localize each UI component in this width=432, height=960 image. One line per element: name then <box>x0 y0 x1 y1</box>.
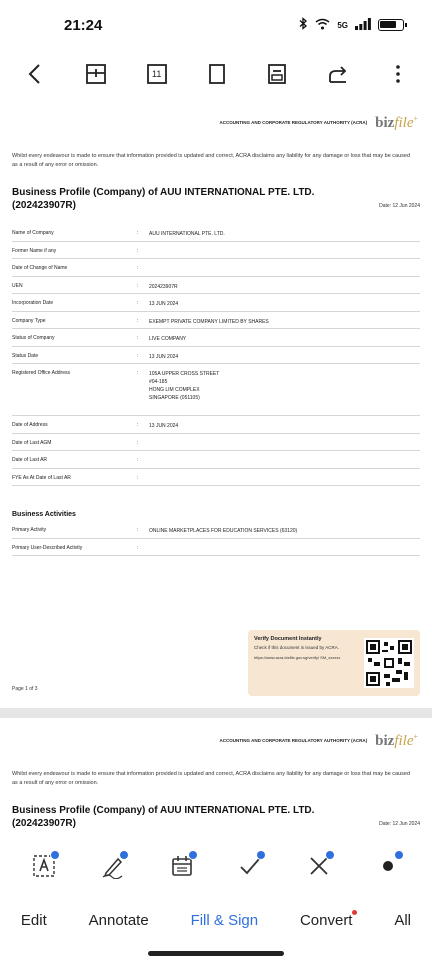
qr-code-icon <box>364 638 414 688</box>
document-page-2[interactable] <box>0 718 432 840</box>
battery-icon <box>378 19 404 31</box>
check-tool[interactable] <box>232 848 268 884</box>
more-icon[interactable] <box>384 60 412 88</box>
page-grid-icon[interactable] <box>82 60 110 88</box>
document-title: Business Profile (Company) of AUU INTERNATIONAL PTE. LTD. (202423907R) <box>12 187 315 211</box>
business-activities-heading: Business Activities <box>12 511 76 518</box>
verify-document-box <box>248 630 420 696</box>
page-count-label: 11 <box>151 69 162 79</box>
table-row: FYE As At Date of Last AR : <box>12 469 420 487</box>
table-row: Name of Company : AUU INTERNATIONAL PTE. LTD. <box>12 224 420 242</box>
table-row: Incorporation Date : 13 JUN 2024 <box>12 294 420 312</box>
table-row: Date of Change of Name : <box>12 259 420 277</box>
disclaimer-text: Whilst every endeavour is made to ensure that information provided is updated and correct, ACRA disclaims any liability for any damage or loss that may be caused as a result of any error or omission. <box>12 771 411 786</box>
signal-icon <box>355 18 371 33</box>
date-tool[interactable] <box>164 848 200 884</box>
business-activities-table <box>12 521 420 556</box>
signal-text: 5G <box>337 20 348 30</box>
bizfile-logo: bizfile+ <box>375 732 418 749</box>
tool-badge <box>188 850 198 860</box>
verify-title: Verify Document Instantly <box>254 636 322 642</box>
table-row: Date of Address : 13 JUN 2024 <box>12 416 420 434</box>
dot-tool[interactable] <box>370 848 406 884</box>
cross-tool[interactable] <box>301 848 337 884</box>
tab-annotate[interactable]: Annotate <box>88 911 149 929</box>
notification-dot <box>352 910 357 915</box>
table-row: Status Date : 13 JUN 2024 <box>12 347 420 365</box>
verify-text: Check if this document is issued by ACRA. <box>254 645 340 650</box>
top-toolbar <box>0 50 432 98</box>
save-icon[interactable] <box>263 60 291 88</box>
disclaimer-text: Whilst every endeavour is made to ensure that information provided is updated and correct, ACRA disclaims any liability for any damage or loss that may be caused as a result of any error or omission. <box>12 153 411 168</box>
document-date: Date: 12 Jun 2024 <box>379 203 420 209</box>
status-bar <box>0 0 432 50</box>
table-row: UEN : 202423907R <box>12 277 420 295</box>
fill-sign-tools <box>0 840 432 892</box>
authority-name: ACCOUNTING AND CORPORATE REGULATORY AUTHORITY (ACRA) <box>219 738 368 743</box>
share-icon[interactable] <box>324 60 352 88</box>
table-row: Primary Activity : ONLINE MARKETPLACES FOR EDUCATION SERVICES (63120) <box>12 521 420 539</box>
wifi-icon <box>315 18 330 33</box>
status-icons <box>299 17 404 33</box>
tool-badge <box>50 850 60 860</box>
company-details-table <box>12 224 420 486</box>
document-viewer[interactable] <box>0 100 432 840</box>
table-row: Date of Last AR : <box>12 451 420 469</box>
crop-icon[interactable] <box>203 60 231 88</box>
tab-all[interactable]: All <box>394 911 412 929</box>
table-row: Status of Company : LIVE COMPANY <box>12 329 420 347</box>
home-indicator[interactable] <box>148 951 284 956</box>
tab-convert[interactable]: Convert <box>300 912 353 929</box>
acra-header <box>217 114 418 132</box>
tool-badge <box>119 850 129 860</box>
document-title: Business Profile (Company) of AUU INTERNATIONAL PTE. LTD. (202423907R) <box>12 805 315 829</box>
table-row: Registered Office Address : 105A UPPER CROSS STREET #04-185 HONG LIM COMPLEX SINGAPORE (051105) <box>12 364 420 416</box>
authority-name: ACCOUNTING AND CORPORATE REGULATORY AUTHORITY (ACRA) <box>219 120 368 125</box>
bizfile-logo: bizfile+ <box>375 114 418 131</box>
tool-badge <box>394 850 404 860</box>
acra-header <box>217 732 418 750</box>
document-date: Date: 12 Jun 2024 <box>379 821 420 827</box>
document-page-1[interactable] <box>0 100 432 708</box>
page-count-icon[interactable] <box>143 60 171 88</box>
tool-badge <box>325 850 335 860</box>
back-arrow-icon[interactable] <box>22 60 50 88</box>
verify-url: https://www.acra.bizfile.gov.sg/verify/ SM_xxxxxx <box>254 655 341 660</box>
status-time: 21:24 <box>64 16 103 34</box>
signature-tool[interactable] <box>95 848 131 884</box>
tab-edit[interactable]: Edit <box>20 911 47 929</box>
table-row: Company Type : EXEMPT PRIVATE COMPANY LIMITED BY SHARES <box>12 312 420 330</box>
table-row: Former Name if any : <box>12 242 420 260</box>
bottom-tab-bar <box>0 896 432 944</box>
text-box-tool[interactable] <box>26 848 62 884</box>
bluetooth-icon <box>299 17 308 33</box>
table-row: Primary User-Described Activity : <box>12 539 420 557</box>
tab-fill-and-sign[interactable]: Fill & Sign <box>190 911 259 929</box>
table-row: Date of Last AGM : <box>12 434 420 452</box>
tool-badge <box>256 850 266 860</box>
page-number-label: Page 1 of 3 <box>12 686 38 692</box>
